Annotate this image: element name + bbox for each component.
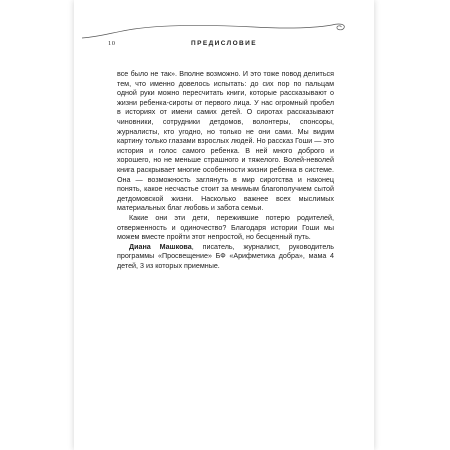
running-title: ПРЕДИСЛОВИЕ — [191, 40, 257, 47]
main-text — [117, 70, 334, 271]
author-name: Диана Машкова — [129, 242, 192, 251]
author-description: , писатель, журналист, руководитель программы «Просвещение» БФ «Арифметика добра», мама 4 детей, 3 из которых приемные. — [117, 242, 334, 270]
paragraph: Какие они эти дети, пережившие потерю родителей, отверженность и одиночество? Благодаря истории Гоши мы можем вместе пройти этот непростой, но бесценный путь. — [117, 213, 334, 242]
paragraph: все было не так». Вполне возможно. И это тоже повод делиться тем, что именно довелось испытать: до сих пор по пальцам одной руки можно пересчитать книги, которые рассказывают о жизни ребенка-сироты от первого лица. У нас огромный пробел в историях от имени самих детей. О сиротах рассказывают чиновники, сотрудники детдомов, волонтеры, спонсоры, журналисты, кто угодно, но только не они сами. Мы видим картину только глазами взрослых людей. Но рассказ Гоши — это история и голос самого ребенка. В ней много доброго и хорошего, но не меньше страшного и тяжелого. Волей-неволей книга раскрывает многие особенности жизни ребенка в системе. Она — возможность заглянуть в мир сиротства и наконец понять, какое несчастье стоит за мнимым благополучием сытой детдомовской жизни. Насколько важнее всех мыслимых материальных благ любовь и забота семьи. — [117, 70, 334, 213]
page-number: 10 — [108, 40, 116, 47]
book-page — [74, 0, 374, 450]
signature-paragraph — [117, 243, 334, 272]
decorative-swash-ornament — [74, 18, 374, 42]
page-header — [74, 0, 374, 50]
